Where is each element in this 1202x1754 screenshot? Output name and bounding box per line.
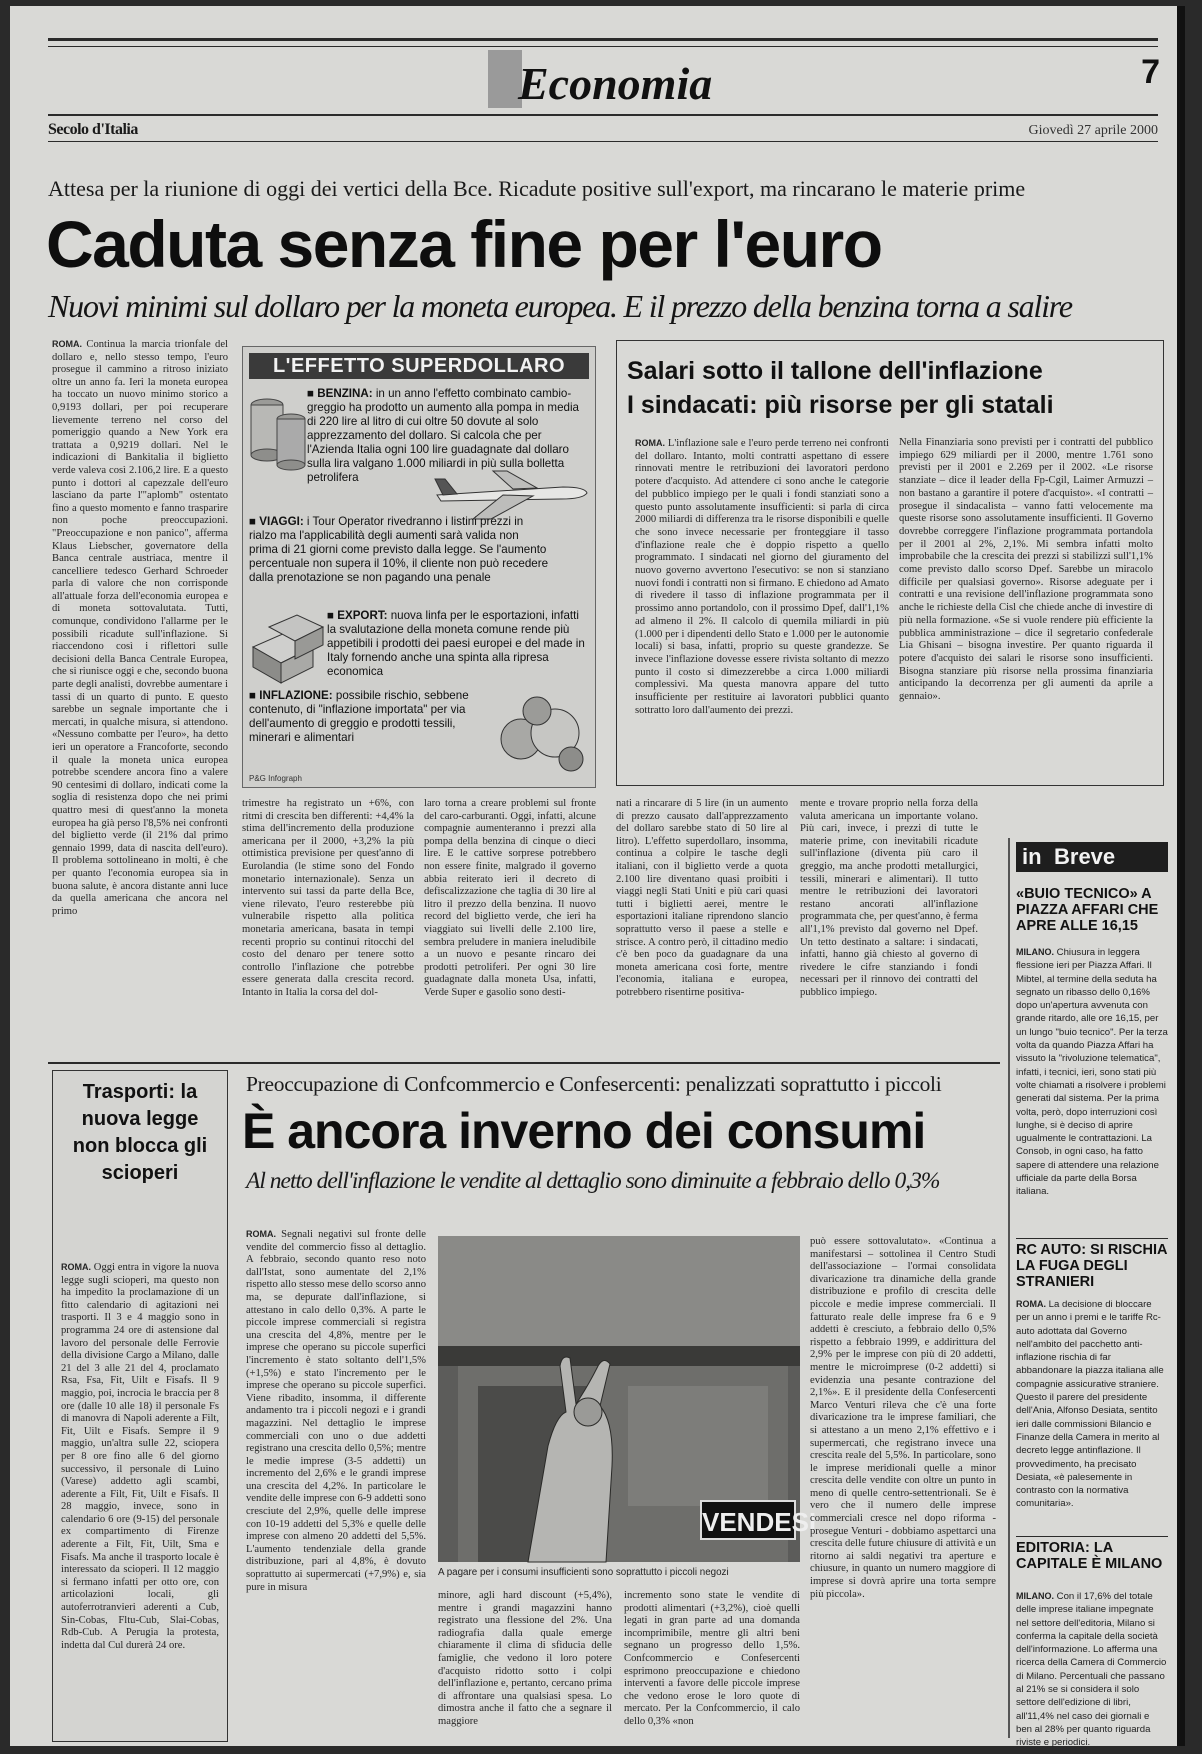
main-col-5: mente e trovare proprio nella forza della valuta americana un importante volano. Più cari, invece, i prezzi di tutte le materie prime, con inevitabili ricadute sull'inflazione (diventa più caro il greggio, ma anche prodotti metallurgici, tessili, minerari e alimentari). Il tutto mentre le retribuzioni dei lavoratori restano ancorati all'inflazione programmata che, per quest'anno, è ferma all'1,1% previsto dal governo nel Dpef. Un tetto destinato a saltare: i sindacati, infatti, hanno già chiesto al governo di rivedere le cifre stanziando i fondi necessari per il rinnovo dei contratti del pubblico impiego.: [800, 798, 978, 998]
infographic-title: L'EFFETTO SUPERDOLLARO: [249, 353, 589, 379]
airplane-illustration: [433, 465, 591, 521]
consumi-col-3: incremento sono state le vendite di prodotti alimentari (+3,2%), cioè quelli legati in gran parte ad una domanda incomprimibile, mentre gli altri beni segnano un progresso dello 1,5%. Confcommercio e Confesercenti esprimono preoccupazione e chiedono interventi a favore delle piccole imprese che vedono erose le loro quote di mercato. Per la Confcommercio, il calo dello 0,3% «non: [624, 1590, 800, 1727]
consumi-col-4: può essere sottovalutato». «Continua a manifestarsi – sottolinea il Centro Studi dell'associazione – l'ormai consolidata divaricazione tra dinamiche della grande distribuzione e profilo di crescita delle piccole e medie imprese commerciali. Il fatturato reale delle imprese fra 6 e 9 addetti è cresciuto, a febbraio dello 0,5% rispetto a febbraio 1999, e addirittura del 2,9% per le imprese con più di 20 addetti, mentre le microimprese (0-2 addetti) si evidenzia una pesante contrazione del 2,1%». E il presidente della Confesercenti Marco Venturi rileva che c'è una forte divaricazione tra le imprese familiari, che si attestano a un meno 2,1% effettivo e i supermercati, che registrano invece una crescita reale del 5,5%. In particolare, sono le imprese meridionali quelle a minor crescita delle vendite con oltre un punto in meno di quelle centro-settentrionali. Se è vero che il numero delle imprese commerciali cresce nel dopo riforma - prosegue Venturi - dobbiamo aspettarci una crescita delle future chiusure di attività e un ritorno ai saldi negativi tra aperture e chiusure, in quanto un numero maggiore di imprese si dovrà aprire una torta sempre più piccola».: [810, 1236, 996, 1600]
page-number: 7: [1141, 53, 1160, 91]
produce-illustration: [493, 687, 591, 773]
consumi-headline: È ancora inverno dei consumi: [242, 1103, 926, 1159]
breve-divider-2: [1016, 1536, 1168, 1537]
trasporti-body: ROMA. Oggi entra in vigore la nuova legge sugli scioperi, ma questo non ha impedito la proclamazione di un fitto calendario di agitazioni nei trasporti. Il 3 e 4 maggio sono in programma 24 ore di astensione dal lavoro del personale delle Ferrovie della divisione Cargo a Milano, dalle 21 del 3 alle 21 del 4, proclamato Rsa, Fsa, Fit, Uilt e Fisafs. Il 9 maggio, poi, incrocia le braccia per 8 ore (dalle 10 alle 18) il personale Fs di manovra di Napoli aderente a Filt, Fit, Uilt e Fisafs. Sempre il 9 maggio, un'altra sulle 22, sciopera per 8 ore fino alle 6 del giorno successivo, il personale di Luino (Varese) addetto agli scambi, aderente a Filt, Fit, Uilt e Fisafs. Il 28 maggio, invece, sono in calendario 6 ore (9-15) del personale ex compartimento di Firenze aderente a Filt, Fit, Uilt, Sma e Fisafs. Ma anche il trasporto locale è interessato da scioperi. Il 12 maggio si fermano infatti per otto ore, con articolazioni locali, gli autoferrotranvieri aderenti a Cub, Sin-Cobas, Fltu-Cub, Slai-Cobas, Rdb-Cub. A Perugia la protesta, indetta dal Cul durerà 24 ore.: [61, 1262, 219, 1651]
breve-body-2: ROMA. La decisione di bloccare per un anno i premi e le tariffe Rc-auto adottata dal Governo nell'ambito del pacchetto anti-inflazione rischia di far abbandonare la piazza italiana alle compagnie assicurative straniere. Questo il parere del presidente dell'Ania, Alfonso Desiata, sentito ieri dalle commissioni Bilancio e Finanze della Camera in merito al decreto legge antinflazione. Il provvedimento, ha precisato Desiata, «è palesemente in contrasto con la normativa comunitaria».: [1016, 1299, 1164, 1510]
coin-stack-illustration: [249, 385, 307, 475]
main-col-1: ROMA. Continua la marcia trionfale del dollaro e, nello stesso tempo, l'euro prosegue il cammino a ritroso iniziato oltre un anno fa. Ieri la moneta europea ha toccato un nuovo minimo storico a 0,9193 dollari, per poi recuperare lievemente terreno nel corso del pomeriggio quando a New York era trattata a 0,9219 dollari. Nel le indicazioni di Bankitalia il biglietto verde valeva così 2.106,2 lire. E a questo punto i dottori al capezzale dell'euro lasciano da parte l'"aplomb" ostentato fino a questo momento e fanno trasparire non poche preoccupazioni. "Preoccupazione e non panico", afferma Klaus Liebscher, governatore della Banca centrale austriaca, mentre il cancelliere tedesco Gerhard Schroeder parla di valore che non corrisponde all'attuale forza dell'economia europea e di moneta sottovalutata. Tutti, comunque, condividono l'allarme per le possibili ricadute sull'inflazione. Si riaccendono così i riflettori sulle decisioni della Banca Centrale Europea, che si riunisce oggi e che, secondo buona parte degli analisti, dovrebbe aumentare i tassi di un quarto di punto. E questo sarebbe un segnale importante che i mercati, in qualche misura, si attendono. «Nessuno combatte per l'euro», ha detto ieri un operatore a Francoforte, secondo il quale la moneta unica europea potrebbe scendere ancora fino a valere 90 centesimi di dollaro, indicati come la soglia di resistenza dopo che nei primi quattro mesi di quest'anno la moneta europea ha già perso l'8,5% nei confronti del biglietto verde (il 21% dal primo gennaio 1999, data di nascita dell'euro). Il problema sottolineano in molti, è che per quanto l'economia europea sia in buona salute, è ancora distante anni luce da quella americana che ancora nel primo: [52, 339, 228, 917]
breve-title-3: EDITORIA: LA CAPITALE È MILANO: [1016, 1540, 1163, 1572]
consumi-col-1: ROMA. Segnali negativi sul fronte delle vendite del commercio fisso al dettaglio. A febbraio, secondo quanto reso noto dall'Istat, sono aumentate del 2,1% rispetto allo stesso mese dello scorso anno ma, se depurate dall'inflazione, si attestano in calo dello 0,3%. A parte le piccole imprese commerciali si registra una crescita del 4,8%, mentre per le imprese che operano su piccole superfici l'incremento è stato soltanto dell'1,5% (+1,5%) e stato l'incremento per le imprese che operano su piccole superfici. Viene ribadito, insomma, il differente andamento tra i piccoli negozi e i grandi magazzini. Nel dettaglio le imprese commerciali con uno o due addetti registrano una crescita dello 0,5%; mentre le medie imprese (3-5 addetti) un incremento del 2,6% e le grandi imprese una crescita del 4,2%. In particolare le vendite delle imprese con 6-9 addetti sono cresciute del 2,9%, quelle delle imprese con 10-19 addetti del 5,3% e quelle delle imprese con almeno 20 addetti del 5,5%. L'aumento tendenziale della grande distribuzione, pari al 4,8%, è dovuto soprattutto ai supermercati (+7,9%) e, sia pure in misura: [246, 1229, 426, 1593]
salari-col-2: Nella Finanziaria sono previsti per i contratti del pubblico impiego 629 miliardi per il 2000, mentre 1.761 sono previsti per il 2001 e 2.269 per il 2002. «Le risorse stanziate – dice il leader della Fp-Cgil, Laimer Armuzzi – non bastano a garantire il potere d'acquisto». «I contratti – prosegue il sindacalista – vanno fatti velocemente ma queste risorse sono assolutamente insufficienti. Il Governo dovrebbe correggere l'inflazione programmata portandola per il 2001 al 2%, 2,1%. Mi sembra infatti molto improbabile che la crescita dei prezzi si stabilizzi sull'1,1% come previsto dallo scorso Dpef. Sarebbe un miracolo difficile per qualsiasi governo». Risorse adeguate per i contratti e una revisione dell'inflazione programmata sono anche le richieste della Cisl che chiede anche di investire di più nella formazione. «Se si vuole rendere più efficiente la pubblica amministrazione – dice il segretario confederale Lia Ghisani – bisogna investire. Per quanto riguarda il potere d'acquisto dei salari le risorse sono insufficienti. Bisogna stanziare più risorse nella prossima finanziaria anticipando la decorrenza per gli aumenti da aprile a gennaio».: [899, 437, 1153, 703]
in-breve-header: [1016, 842, 1168, 872]
salari-headline-1: Salari sotto il tallone dell'inflazione: [627, 357, 1043, 385]
main-col-3: laro torna a creare problemi sul fronte del caro-carburanti. Oggi, infatti, alcune compagnie aumenteranno i prezzi alla pompa della benzina di cinque o dieci lire. E le cattive sorprese potrebbero non essere finite, malgrado il governo abbia reiterato ieri il decreto di defiscalizzazione che taglia di 30 lire al litro il prezzo della benzina. Il nuovo record del biglietto verde, che ieri ha viaggiato sui livelli delle 2.100 lire, sembra preludere in maniera ineludibile a un nuovo e pesante rincaro dei prodotti petroliferi. Per ogni 30 lire guadagnate dalla moneta Usa, infatti, Verde Super e gasolio sono desti-: [424, 798, 596, 998]
infographic-item-export: ■ EXPORT: nuova linfa per le esportazioni, infatti la svalutazione della moneta comune rende più appetibili i prodotti dei paesi europei e del made in Italy fornendo anche una spinta alla ripresa economica: [327, 609, 585, 678]
sidebar-rule: [1008, 838, 1010, 1738]
infographic-credit: P&G Infograph: [249, 774, 302, 783]
in-breve-in: in: [1022, 844, 1042, 869]
newspaper-page: [10, 6, 1185, 1749]
breve-title-1: «BUIO TECNICO» A PIAZZA AFFARI CHE APRE ALLE 16,15: [1016, 886, 1159, 934]
trasporti-headline: Trasporti: la nuova legge non blocca gli scioperi: [72, 1081, 208, 1184]
infographic-item-viaggi: ■ VIAGGI: i Tour Operator rivedranno i listini prezzi in rialzo ma l'applicabilità degli aumenti sarà valida non prima di 21 giorni come previsto dalla legge. Se l'aumento percentuale non supera il 10%, il cliente non può recedere dalla prenotazione se non pagando una penale: [249, 515, 549, 584]
issue-date: Giovedì 27 aprile 2000: [1028, 123, 1158, 138]
consumi-col-2: minore, agli hard discount (+5,4%), mentre i grandi magazzini hanno registrato una flessione del 2%. Una radiografia dalla quale emerge chiaramente il clima di sfiducia delle famiglie, che vedono il loro potere d'acquisto ridotto sotto i colpi dell'inflazione e, pertanto, cercano prima di affrontare una qualsiasi spesa. Lo dimostra anche il fatto che a segnare il maggiore: [438, 1590, 612, 1727]
main-col-2: trimestre ha registrato un +6%, con ritmi di crescita ben differenti: +4,4% la stima dell'incremento della produzione americana per il 2000, +3,2% la più ottimistica previsione per quest'anno di Eurolandia (le stime sono del Fondo monetario internazionale). Senza un intervento sui tassi da parte della Bce, viene rilevato, l'euro resterebbe più vulnerabile rispetto alla politica monetaria americana, basata in tempi recenti proprio su continui ritocchi del costo del denaro per tenere sotto controllo l'inflazione che potrebbe essere generata dalla crescita record. Intanto in Italia la corsa del dol-: [242, 798, 414, 998]
infographic-box: [242, 346, 596, 788]
consumi-subhead: Al netto dell'inflazione le vendite al dettaglio sono diminuite a febbraio dello 0,3%: [246, 1168, 940, 1194]
salari-headline-2: I sindacati: più risorse per gli statali: [627, 391, 1054, 419]
top-rule: [48, 38, 1158, 41]
top-rule-thin: [48, 46, 1158, 47]
shop-photo: [438, 1236, 817, 1562]
photo-caption: A pagare per i consumi insufficienti sono soprattutto i piccoli negozi: [438, 1567, 729, 1578]
containers-illustration: [249, 607, 327, 685]
main-col-4: nati a rincarare di 5 lire (in un aumento di prezzo causato dall'apprezzamento del dollaro sarebbe stato di 50 lire al litro). L'effetto superdollaro, insomma, continua a colpire le tasche degli italiani, con il biglietto verde a quota 2.100 lire diventano quasi proibiti i viaggi negli Stati Uniti e più cari quasi tutti i biglietti aerei, mentre le esportazioni italiane riprendono slancio soprattutto verso il paese a stelle e strisce. A contro però, il cittadino medio c'è ben poco da guadagnare da una moneta americana così forte, mentre l'economia, italiana e europea, potrebbero risentirne positiva-: [616, 798, 788, 998]
section-title: Economia: [518, 58, 713, 109]
breve-body-3: MILANO. Con il 17,6% del totale delle imprese italiane impegnate nel settore dell'editoria, Milano si conferma la capitale della società dell'informazione. Lo afferma una ricerca della Camera di Commercio di Milano. Percentuali che passano al 21% se si considera il solo settore dell'edizione di libri, all'11,4% nel caso dei giornali e ben al 28% per quanto riguarda riviste e periodici.: [1016, 1591, 1167, 1749]
salari-col-1: ROMA. L'inflazione sale e l'euro perde terreno nei confronti del dollaro. Intanto, molti contratti aspettano di essere rinnovati mentre le retribuzioni dei lavoratori perdono potere d'acquisto. Ad attendere ci sono anche le categorie del pubblico impiego per le quali i fondi stanziati sono a questo punto assolutamente insufficienti: si parla di circa 2000 miliardi di differenza tra le risorse disponibili e quelle che sono invece necessarie per fronteggiare il tasso d'inflazione reale che è doppio rispetto a quello programmato. I sindacati nel giorno del giuramento del nuovo governo avvertono l'esecutivo: se non si stanziano nuovi fondi i contratti non si firmano. E chiedono ad Amato di rivedere il tasso di inflazione programmata per il prossimo anno portandolo, con il prossimo Dpef, dall'1,1% ad almeno il 2%. Il calcolo di quemila miliardi in più (1.000 per i dipendenti dello Stato e 1.000 per le autonomie locali) si basa, infatti, proprio su queste grandezze. Se invece l'inflazione dovesse essere rivista soltanto di mezzo punto il costo si dimezzerebbe a circa 1.000 miliardi complessivi. Ma questa manovra appare del tutto insufficiente per restituire ai lavoratori pubblici quanto sottratto loro dall'aumento dei prezzi.: [635, 438, 889, 716]
paper-name: Secolo d'Italia: [48, 121, 138, 138]
infographic-item-inflazione: ■ INFLAZIONE: possibile rischio, sebbene contenuto, di "inflazione importata" per via dell'aumento di greggio e prodotti tessili, minerari e alimentari: [249, 689, 469, 744]
masthead-rule-thin: [48, 141, 1158, 142]
main-headline: Caduta senza fine per l'euro: [46, 207, 882, 281]
salari-box: [616, 340, 1164, 786]
breve-body-1: MILANO. Chiusura in leggera flessione ieri per Piazza Affari. Il Mibtel, al termine della seduta ha segnato un ribasso dello 0,16% dopo un'apertura avvenuta con grande ritardo, alle ore 16,15, per un lungo "buio tecnico". Per la terza volta da quando Piazza Affari ha vissuto la "rivoluzione telematica", infatti, i tecnici, ieri, sono stati più volte chiamati a risolvere i problemi generati dal sistema. Per la prima volta, però, dopo interruzioni così lunghe, si è deciso di aprire ugualmente le contrattazioni. La Consob, in ogni caso, ha fatto sapere di attendere una relazione ufficiale da parte della Borsa italiana.: [1016, 947, 1168, 1198]
infographic-item-benzina: ■ BENZINA: in un anno l'effetto combinato cambio-greggio ha prodotto un aumento alla pompa in media di 220 lire al litro di cui oltre 50 dovute al solo apprezzamento del dollaro. Si calcola che per l'Azienda Italia ogni 100 lire guadagnate dal dollaro sulla lira valgano 1.000 miliardi in più sulla bolletta petrolifera: [307, 387, 579, 484]
breve-divider-1: [1016, 1238, 1168, 1239]
section-initial-block: [488, 50, 522, 108]
main-kicker: Attesa per la riunione di oggi dei vertici della Bce. Ricadute positive sull'export, ma rincarano le materie prime: [48, 176, 1026, 201]
trasporti-box: [52, 1070, 228, 1742]
masthead-rule: [48, 114, 1158, 116]
in-breve-breve: Breve: [1054, 844, 1116, 869]
breve-title-2: RC AUTO: SI RISCHIA LA FUGA DEGLI STRANIERI: [1016, 1242, 1167, 1290]
vendesi-sign: VENDESI: [700, 1500, 796, 1540]
main-subhead: Nuovi minimi sul dollaro per la moneta europea. E il prezzo della benzina torna a salire: [48, 288, 1072, 324]
band-rule: [48, 1062, 1000, 1064]
consumi-kicker: Preoccupazione di Confcommercio e Confesercenti: penalizzati soprattutto i piccoli: [246, 1072, 942, 1096]
